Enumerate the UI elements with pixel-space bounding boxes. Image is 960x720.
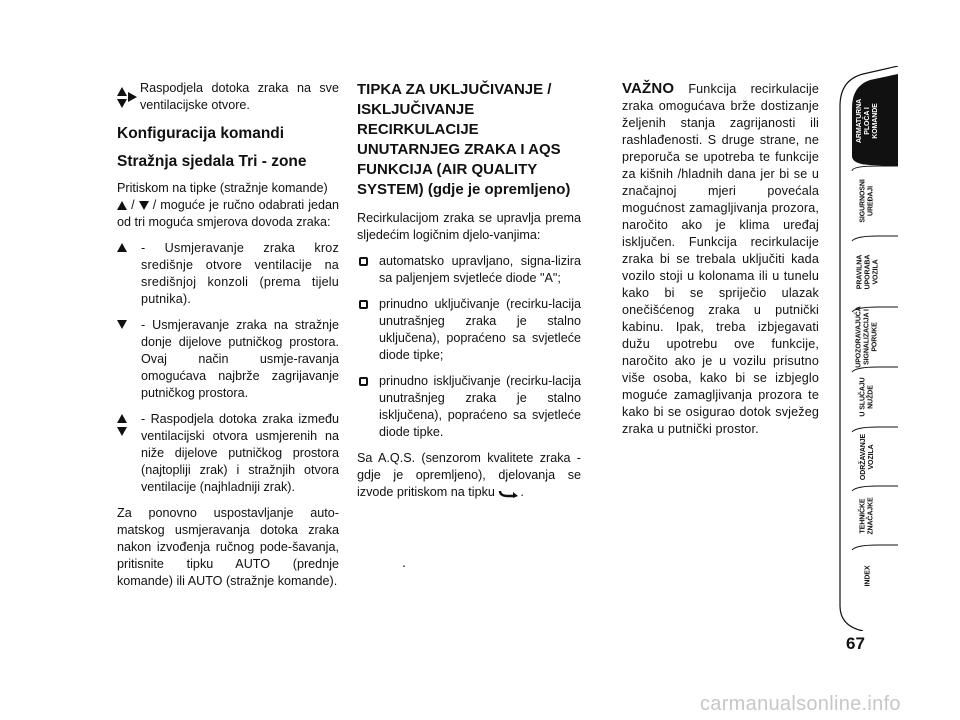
arrow-down-icon — [117, 99, 127, 108]
mode-item-1 — [357, 253, 581, 287]
tab-maintenance[interactable] — [838, 427, 898, 486]
tab-label: INDEX — [864, 565, 871, 587]
arrow-down-icon — [117, 320, 127, 329]
tab-warnings[interactable] — [838, 307, 898, 367]
aqs-paragraph-end: . — [520, 485, 524, 499]
tab-correct-use[interactable] — [838, 236, 898, 307]
important-note — [622, 80, 819, 438]
mode-item-2 — [357, 296, 581, 364]
tab-label: SIGURNOSNI UREĐAJI — [860, 179, 875, 223]
important-label: VAŽNO — [622, 80, 675, 97]
chapter-sidebar — [838, 66, 898, 631]
section-heading-config: Konfiguracija komandi — [117, 125, 285, 142]
direction-item-1 — [117, 240, 339, 308]
page-number: 67 — [846, 634, 865, 653]
paragraph-auto: Za ponovno uspostavljanje auto-matskog usmjeravanja dotoka zraka nakon izvođenja ručnog pode-šavanja, pritisnite tipku AUTO (prednje komande) ili AUTO (stražnje komande). — [117, 506, 339, 588]
paragraph-buttons — [117, 180, 339, 231]
direction-item-3-text: - Raspodjela dotoka zraka između ventilacijski otvora usmjerenih na niže dijelove putničkog prostora (najtopliji zrak) i stražnjih otvora ventilacije (najhladniji zrak). — [141, 412, 339, 494]
stray-dot: . — [402, 554, 406, 570]
direction-item-2 — [117, 317, 339, 402]
tab-label: ARMATURNA PLOČA I KOMANDE — [855, 98, 879, 144]
tab-label: ODRŽAVANJE VOZILA — [859, 433, 875, 480]
direction-item-2-text: - Usmjeravanje zraka na stražnje donje dijelove putničkog prostora. Ovaj način usmje-ravanja omogućava najbrže zagrijavanje putničkog prostora. — [141, 318, 339, 400]
watermark: carmanualsonline.info — [700, 693, 901, 715]
tab-index[interactable] — [838, 545, 898, 607]
tab-label: UPOZORAVAJUĆA SIGNALIZACIJA I PORUKE — [856, 306, 880, 368]
checkbox-bullet-icon — [359, 300, 368, 309]
recirculation-key-icon — [498, 487, 520, 498]
tab-label: TEHNIČKE ZNAČAJKE — [859, 496, 875, 535]
arrow-down-icon — [117, 427, 127, 436]
left-column — [117, 80, 339, 599]
tab-label: PRAVILNA UPORABA VOZILA — [855, 254, 879, 289]
paragraph-buttons-c: / moguće je ručno odabrati jedan od tri moguća smjerova dovoda zraka: — [117, 198, 340, 229]
arrow-up-icon — [117, 243, 127, 252]
recirculation-heading: TIPKA ZA UKLJUČIVANJE / ISKLJUČIVANJE RECIRKULACIJE UNUTARNJEG ZRAKA I AQS FUNKCIJA (AIR QUALITY SYSTEM) (gdje je opremljeno) — [357, 81, 571, 198]
tab-label: U SLUČAJU NUŽDE — [859, 377, 875, 417]
aqs-paragraph — [357, 450, 581, 501]
tab-safety-devices[interactable] — [838, 166, 898, 236]
arrow-up-icon — [117, 87, 127, 96]
direction-item-3 — [117, 411, 339, 496]
mode-item-1-text: automatsko upravljano, signa-lizira sa paljenjem svjetleće diode "A"; — [379, 254, 581, 285]
mode-item-3 — [357, 373, 581, 441]
distribution-icons — [117, 80, 137, 114]
right-column — [622, 80, 819, 447]
arrow-up-icon — [117, 201, 127, 210]
intro-line — [117, 80, 339, 114]
tab-technical[interactable] — [838, 486, 898, 545]
direction-item-1-text: - Usmjeravanje zraka kroz središnje otvore ventilacije na središnjoj konzoli (prema tijelu putnika). — [141, 241, 339, 306]
arrow-down-icon — [139, 201, 149, 210]
middle-column — [357, 80, 581, 510]
section-heading-rear: Stražnja sjedala Tri - zone — [117, 153, 307, 170]
important-text: Funkcija recirkulacije zraka omogućava brže dostizanje željenih stanja zagrijanosti ili rashlađenosti. S druge strane, ne preporuča se upotreba te funkcije za kišnih /hladnih dana jer bi se u značajnoj mjeri povećala mogućnost zamagljivanja prozora, naročito ako je klima uređaj isključen. Funkcija recirkulacije zraka bi se trebala uključiti kada vozilo stoji u kolonama ili u tunelu kako bi se spriječio ulazak onečišćenog zraka u putnički kabinu. Ipak, treba izbjegavati dužu upotrebu ove funkcije, naročito ako je u vozilu prisutno više osoba, kako bi se izbjeglo moguće zamagljivanja prozora te kako bi se osigurao dotok svježeg zraka u putnički prostor. — [622, 82, 819, 436]
arrow-right-icon — [128, 92, 137, 102]
tab-dashboard-controls[interactable] — [838, 76, 898, 166]
mode-item-2-text: prinudno uključivanje (recirku-lacija unutrašnjeg zraka je stalno uključena), popraćeno sa svjetleće diode tipke; — [379, 297, 581, 362]
intro-text: Raspodjela dotoka zraka na sve ventilacijske otvore. — [140, 81, 339, 112]
arrow-up-icon — [117, 414, 127, 423]
checkbox-bullet-icon — [359, 377, 368, 386]
recirculation-intro: Recirkulacijom zraka se upravlja prema sljedećim logičnim djelo-vanjima: — [357, 211, 581, 242]
checkbox-bullet-icon — [359, 257, 368, 266]
tab-emergency[interactable] — [838, 367, 898, 427]
aqs-paragraph-text: Sa A.Q.S. (senzorom kvalitete zraka - gdje je opremljeno), djelovanja se izvode pritiskom na tipku — [357, 451, 581, 499]
mode-item-3-text: prinudno isključivanje (recirku-lacija unutrašnjeg zraka je stalno isključena), popraćeno sa svjetleće diode tipke. — [379, 374, 581, 439]
slash-separator: / — [131, 198, 135, 212]
paragraph-buttons-a: Pritiskom na tipke (stražnje komande) — [117, 181, 328, 195]
